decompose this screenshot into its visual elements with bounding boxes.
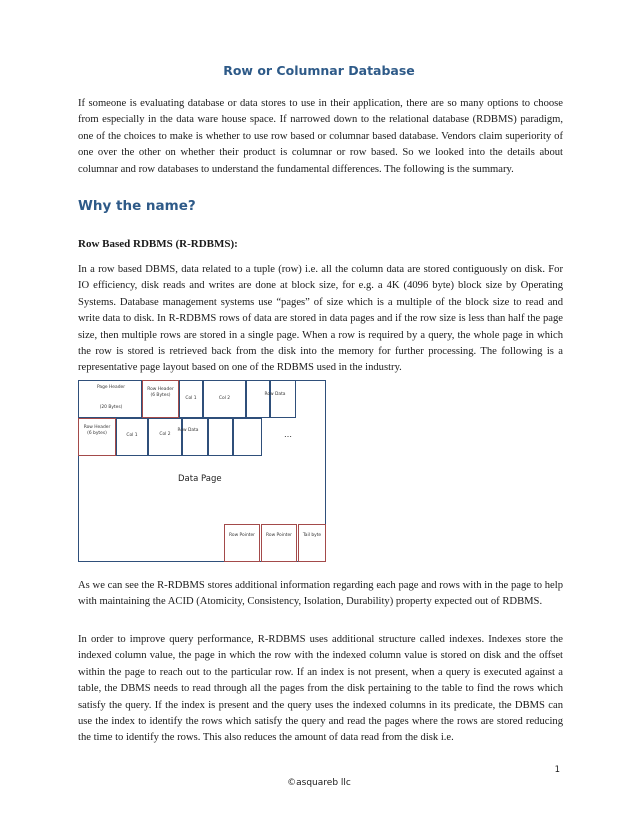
col2-box-1 [203, 380, 246, 418]
tail-byte-box [298, 524, 326, 562]
row-pointer-box-2 [261, 524, 297, 562]
index-paragraph: In order to improve query performance, R-RDBMS uses additional structure called indexes. Indexes store the indexed column value, the page in which the row with the indexed column value is stored on disk and the offset within the page to reach out to the particular row. If an index is not present, when a query is executed against a table, the DBMS needs to read through all the pages from the disk pertaining to the table to find the rows which satisfy the query. If the index is present and the query uses the indexed columns in its predicate, the DBMS can use the index to identify the rows which satisfy the query and read the pages where the rows are stored reducing the time to identify the rows. This also reduces the amount of data read from the disk i.e. [78, 634, 563, 744]
row-data-box-1a [246, 380, 270, 418]
document-title: Row or Columnar Database [223, 63, 415, 78]
row-pointer-label-2: Row Pointer [266, 533, 292, 538]
row-header-box-1 [142, 380, 179, 418]
data-page-label: Data Page [178, 474, 222, 484]
subsection-heading: Row Based RDBMS (R-RDBMS): [78, 238, 238, 250]
col2-label-2: Col 2 [159, 432, 171, 437]
row-data-box-2b [208, 418, 233, 456]
col1-box-1 [179, 380, 203, 418]
col2-label-1: Col 2 [218, 396, 231, 401]
row-data-box-2a [182, 418, 208, 456]
row-data-label-1: Row Data [264, 392, 286, 397]
row-data-label-2: Row Data [177, 428, 199, 433]
page-header-label: Page Header [96, 385, 125, 390]
more-rows-ellipsis: … [284, 430, 292, 439]
section-heading: Why the name? [78, 198, 196, 214]
row-pointer-box-1 [224, 524, 260, 562]
page-layout-diagram [78, 380, 326, 562]
row-header-box-2 [78, 418, 116, 456]
acid-paragraph: As we can see the R-RDBMS stores additional information regarding each page and rows with in the page to help with maintaining the ACID (Atomicity, Consistency, Isolation, Durability) property expected out of RDBMS. [78, 580, 563, 608]
tail-byte-label: Tail byte [302, 533, 322, 538]
col1-label-1: Col 1 [185, 396, 197, 401]
footer-copyright: ©asquareb llc [287, 778, 351, 788]
row-header-label-1: Row Header (6 Bytes) [147, 387, 174, 398]
col1-box-2 [116, 418, 148, 456]
row-data-box-1b [270, 380, 296, 418]
col1-label-2: Col 1 [126, 433, 138, 438]
intro-paragraph: If someone is evaluating database or data stores to use in their application, there are so many options to choose from especially in the data ware house space. If narrowed down to the relational database (RDBMS) paradigm, one of the choices to make is whether to use row based or columnar based database. Vendors claim superiority of one over the other on whether their product is columnar or row based. So we looked into the details about columnar and row databases to understand the fundamental differences. The following is the summary. [78, 98, 563, 175]
row-based-paragraph: In a row based DBMS, data related to a tuple (row) i.e. all the column data are stored contiguously on disk. For IO efficiency, disk reads and writes are done at block size, for e.g. a 4K (4096 byte) block size by Operating Systems. Database management systems use “pages” of size which is a multiple of the block size to read and write data to disk. In R-RDBMS rows of data are stored in data pages and if the row size is less than half the page size, then multiple rows are stored in a single page. When a row is required by a query, the whole page in which the row is stored is retrieved back from the disk into the memory for further processing. The following is a representative page layout based on one of the RDBMS used in the industry. [78, 264, 563, 374]
page-header-size-label: (20 Bytes) [99, 405, 123, 410]
row-data-box-2c [233, 418, 262, 456]
row-header-label-2: Row Header (6 bytes) [83, 425, 111, 436]
row-pointer-label-1: Row Pointer [229, 533, 255, 538]
page-number: 1 [554, 765, 560, 775]
page-header-box [78, 380, 142, 418]
col2-box-2 [148, 418, 182, 456]
